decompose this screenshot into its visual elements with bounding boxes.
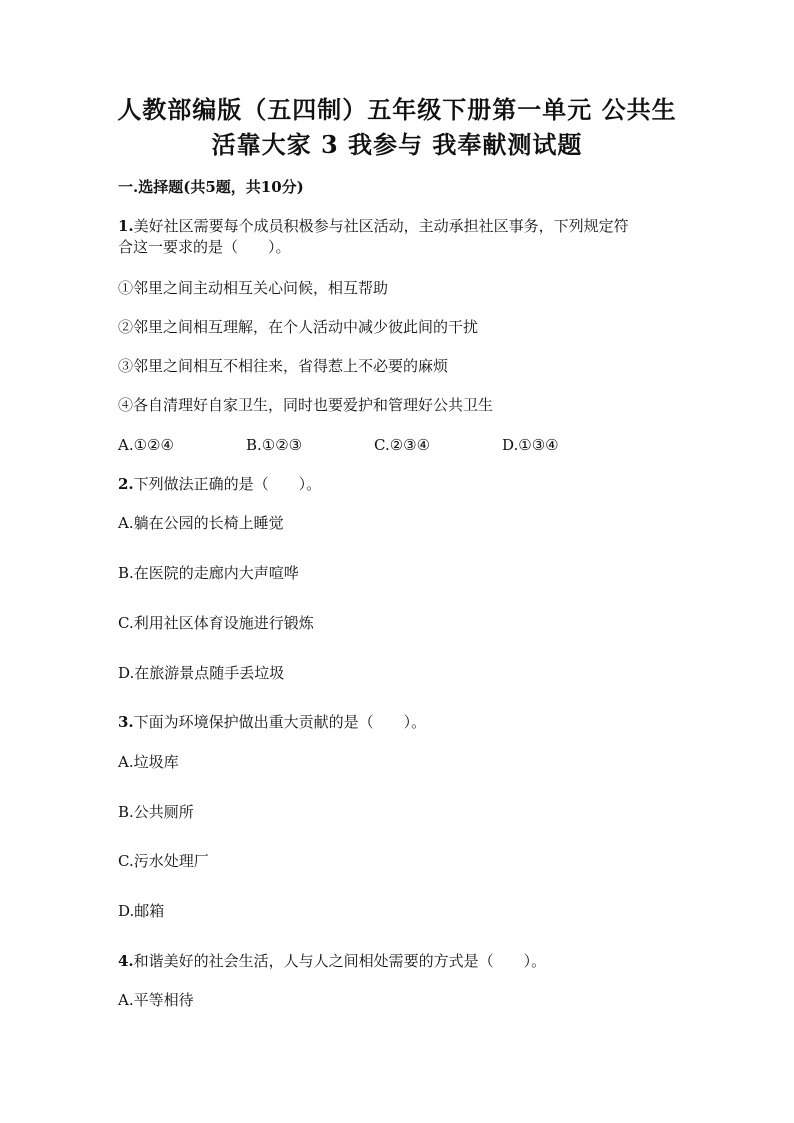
question-3-option-c: C.污水处理厂 xyxy=(118,852,209,870)
question-stem-text: 下列做法正确的是（ ）。 xyxy=(133,475,322,493)
question-1-stem xyxy=(118,216,629,236)
question-3-option-b: B.公共厕所 xyxy=(118,803,194,821)
question-3-stem xyxy=(118,712,426,732)
question-1-option-a: A.①②④ xyxy=(118,436,174,454)
question-1-option-b: B.①②③ xyxy=(246,436,303,454)
question-number: 2. xyxy=(118,475,134,493)
question-1-option-d: D.①③④ xyxy=(502,436,559,454)
question-number: 4. xyxy=(118,952,134,970)
section-title: 一.选择题(共5题，共10分) xyxy=(118,178,304,196)
question-1-option-c: C.②③④ xyxy=(374,436,431,454)
question-1-options xyxy=(118,435,678,455)
question-1-statement-3: ③邻里之间相互不相往来，省得惹上不必要的麻烦 xyxy=(118,357,449,375)
question-1-statement-2: ②邻里之间相互理解，在个人活动中减少彼此间的干扰 xyxy=(118,318,479,336)
question-3-option-a: A.垃圾库 xyxy=(118,753,179,771)
question-stem-text: 下面为环境保护做出重大贡献的是（ ）。 xyxy=(133,713,427,731)
question-1-statement-4: ④各自清理好自家卫生，同时也要爱护和管理好公共卫生 xyxy=(118,396,494,414)
page-title-line-2: 活靠大家 3 我参与 我奉献测试题 xyxy=(211,130,583,159)
question-2-option-b: B.在医院的走廊内大声喧哗 xyxy=(118,564,299,582)
question-2-option-c: C.利用社区体育设施进行锻炼 xyxy=(118,614,314,632)
question-1-statement-1: ①邻里之间主动相互关心问候，相互帮助 xyxy=(118,279,389,297)
question-1-stem-continued: 合这一要求的是（ ）。 xyxy=(118,238,291,256)
question-stem-text: 和谐美好的社会生活，人与人之间相处需要的方式是（ ）。 xyxy=(133,952,547,970)
question-number: 1. xyxy=(118,217,134,235)
page-title-line-1: 人教部编版（五四制）五年级下册第一单元 公共生 xyxy=(117,95,677,124)
question-4-stem xyxy=(118,951,546,971)
question-2-option-d: D.在旅游景点随手丢垃圾 xyxy=(118,664,285,682)
question-number: 3. xyxy=(118,713,134,731)
question-2-stem xyxy=(118,474,321,494)
question-4-option-a: A.平等相待 xyxy=(118,991,194,1009)
question-stem-text: 美好社区需要每个成员积极参与社区活动，主动承担社区事务，下列规定符 xyxy=(133,217,629,235)
question-3-option-d: D.邮箱 xyxy=(118,902,165,920)
question-2-option-a: A.躺在公园的长椅上睡觉 xyxy=(118,514,284,532)
